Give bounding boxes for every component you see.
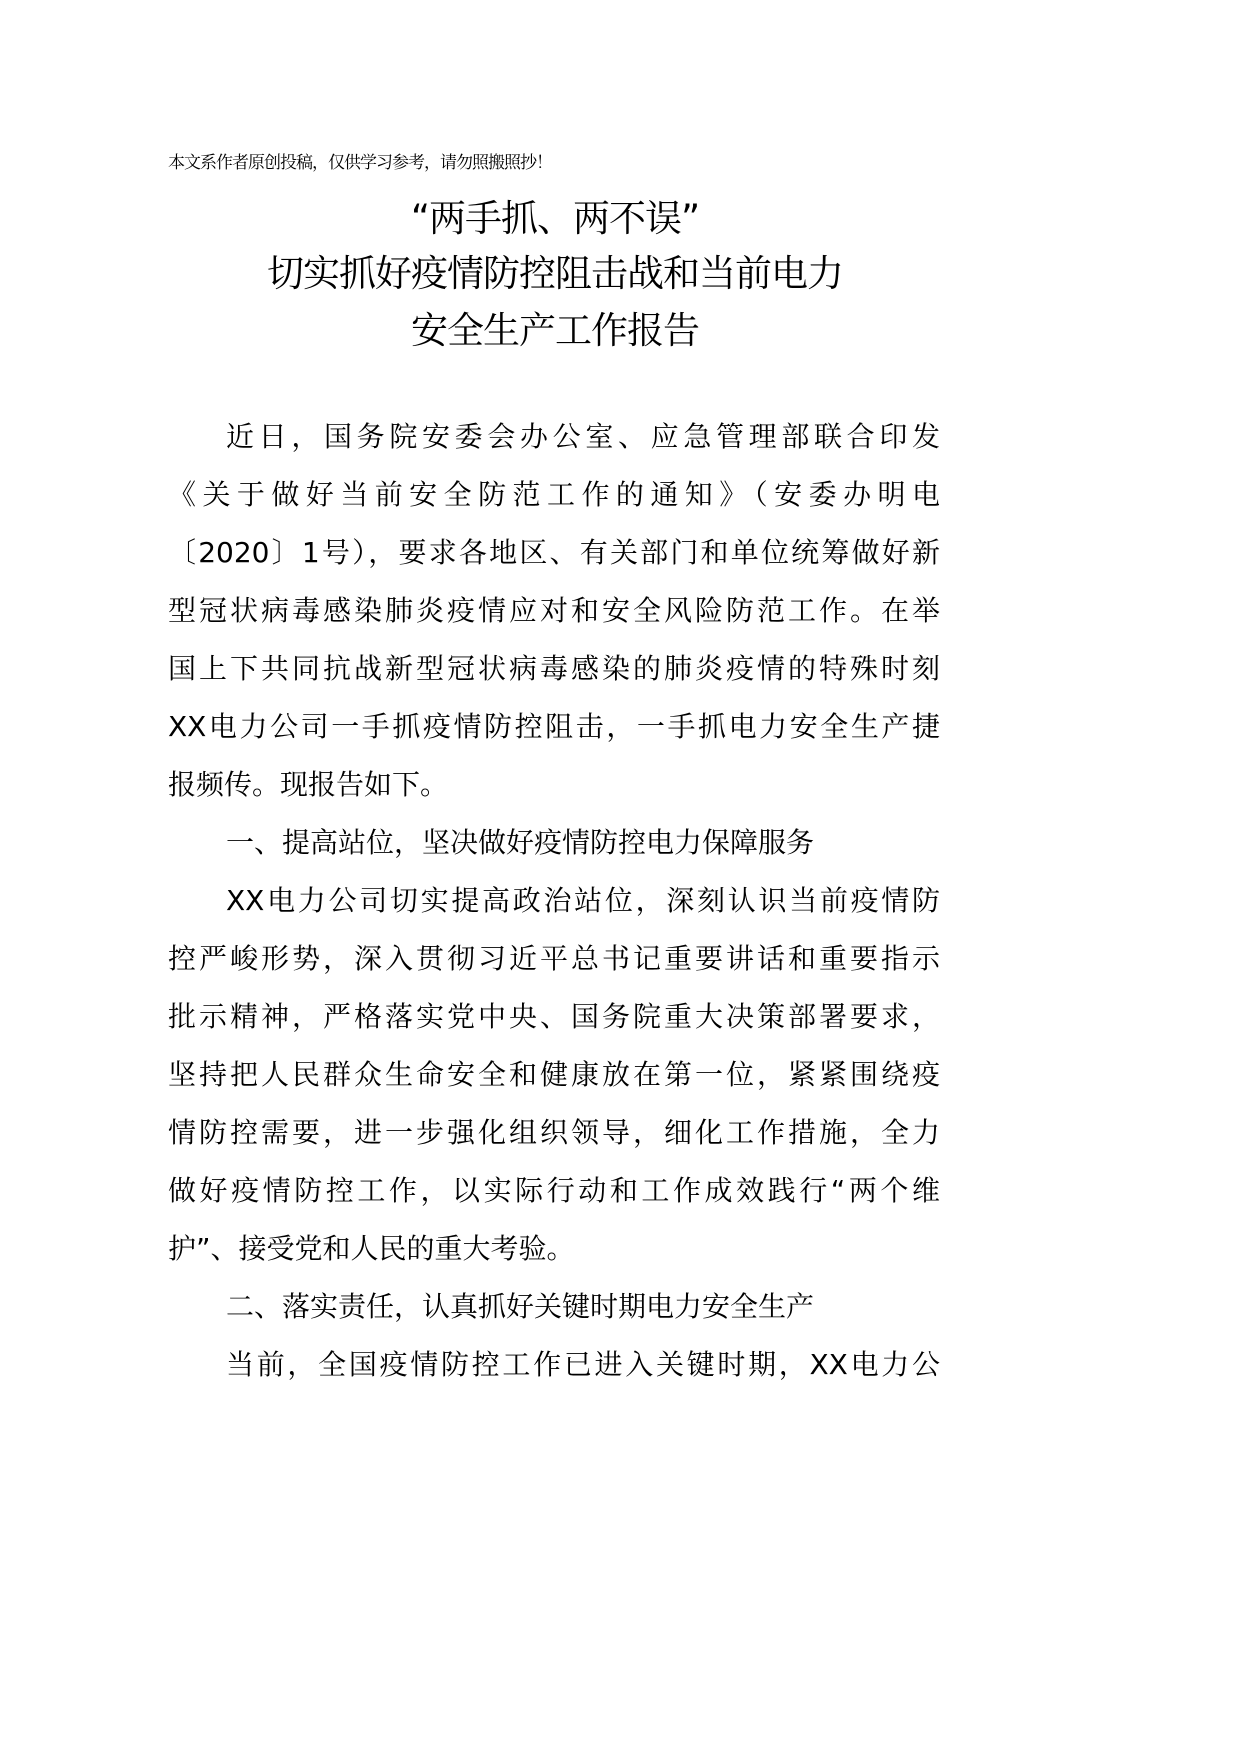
body-line: 坚持把人民群众生命安全和健康放在第一位，紧紧围绕疫	[168, 1058, 940, 1091]
body-line: 一、提高站位，坚决做好疫情防控电力保障服务	[226, 826, 815, 859]
title-line-3: 安全生产工作报告	[411, 309, 699, 352]
body-line: 批示精神，严格落实党中央、国务院重大决策部署要求，	[168, 1000, 940, 1033]
body-line: 护”、接受党和人民的重大考验。	[168, 1232, 575, 1265]
title-line-1: “两手抓、两不误”	[410, 197, 700, 240]
body-line: 《关于做好当前安全防范工作的通知》（安委办明电	[168, 478, 940, 511]
body-line: XX电力公司一手抓疫情防控阻击，一手抓电力安全生产捷	[168, 710, 940, 743]
body-line: 情防控需要，进一步强化组织领导，细化工作措施，全力	[168, 1116, 940, 1149]
body-line: 型冠状病毒感染肺炎疫情应对和安全风险防范工作。在举	[168, 594, 940, 627]
body-line: 当前，全国疫情防控工作已进入关键时期，XX电力公	[226, 1348, 940, 1381]
body-line: 二、落实责任，认真抓好关键时期电力安全生产	[226, 1290, 815, 1323]
body-line: 〔2020〕1号），要求各地区、有关部门和单位统筹做好新	[168, 536, 940, 569]
copyright-notice: 本文系作者原创投稿，仅供学习参考，请勿照搬照抄！	[168, 153, 552, 173]
body-line: 报频传。现报告如下。	[168, 768, 449, 801]
body-line: 近日，国务院安委会办公室、应急管理部联合印发	[226, 420, 940, 453]
body-line: 做好疫情防控工作，以实际行动和工作成效践行“两个维	[168, 1174, 940, 1207]
body-line: XX电力公司切实提高政治站位，深刻认识当前疫情防	[226, 884, 940, 917]
title-line-2: 切实抓好疫情防控阻击战和当前电力	[267, 252, 843, 295]
body-line: 国上下共同抗战新型冠状病毒感染的肺炎疫情的特殊时刻	[168, 652, 940, 685]
body-line: 控严峻形势，深入贯彻习近平总书记重要讲话和重要指示	[168, 942, 940, 975]
